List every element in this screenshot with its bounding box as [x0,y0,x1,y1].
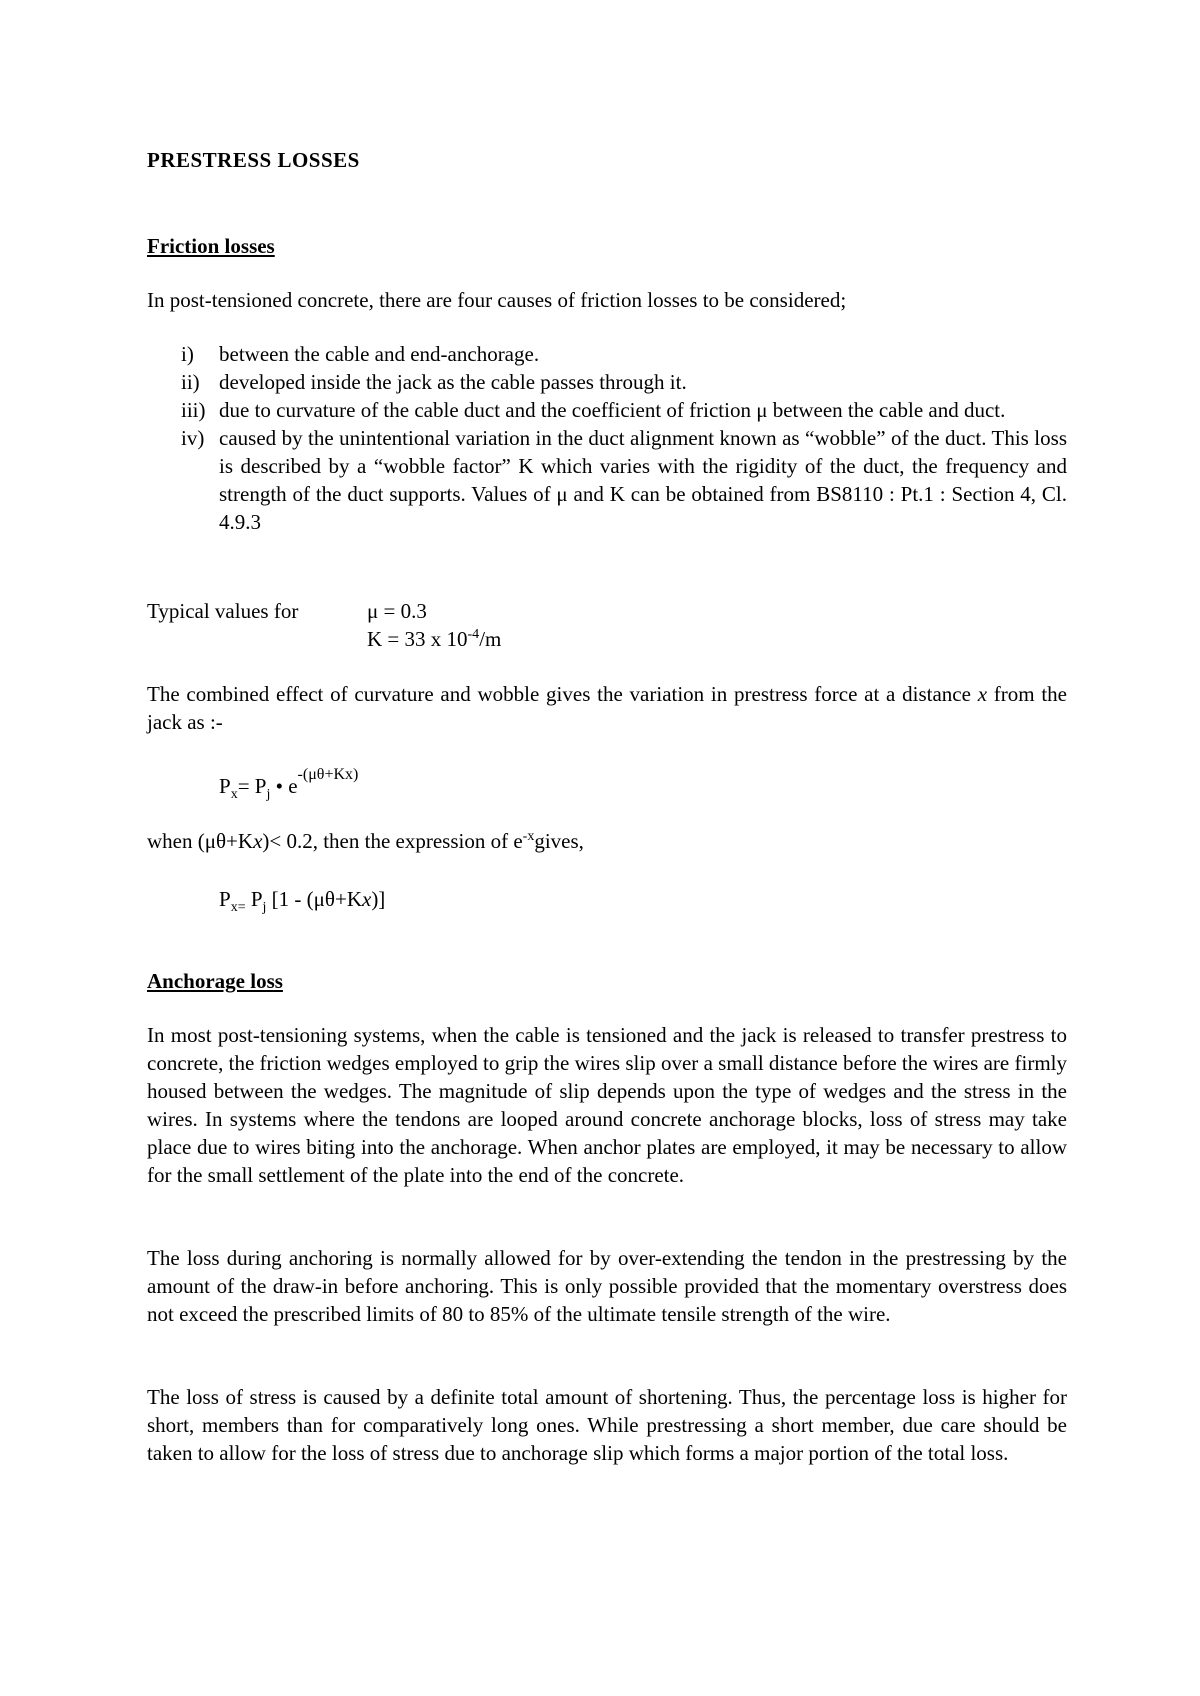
list-item-text: caused by the unintentional variation in the duct alignment known as “wobble” of the duct. This loss is described by a “wobble factor” K which varies with the rigidity of the duct, the frequency and strength of the duct supports. Values of μ and K can be obtained from BS8110 : Pt.1 : Section 4, Cl. 4.9.3 [219,426,1067,534]
list-item [147,368,1067,396]
friction-causes-list [147,340,1067,536]
mu-value: μ = 0.3 [367,599,427,623]
anchorage-loss-heading: Anchorage loss [147,969,283,993]
list-item [147,424,1067,536]
list-item-number: iii) [181,398,206,422]
friction-losses-heading: Friction losses [147,234,275,258]
k-base: K = 33 x 10 [367,627,468,651]
list-item-text: due to curvature of the cable duct and the coefficient of friction μ between the cable and duct. [219,398,1006,422]
k-value [367,625,501,653]
friction-intro: In post-tensioned concrete, there are four causes of friction losses to be considered; [147,288,847,312]
list-item-text: developed inside the jack as the cable passes through it. [219,370,687,394]
combined-effect-text: The combined effect of curvature and wobble gives the variation in prestress force at a distance x from the jack as :- [147,682,1067,734]
anchorage-paragraph-1: In most post-tensioning systems, when the cable is tensioned and the jack is released to transfer prestress to concrete, the friction wedges employed to grip the wires slip over a small distance before the wires are firmly housed between the wedges. The magnitude of slip depends upon the type of wedges and the stress in the wires. In systems where the tendons are looped around concrete anchorage blocks, loss of stress may take place due to wires biting into the anchorage. When anchor plates are employed, it may be necessary to allow for the small settlement of the plate into the end of the concrete. [147,1023,1067,1187]
anchorage-paragraph-3: The loss of stress is caused by a definite total amount of shortening. Thus, the percentage loss is higher for short, members than for comparatively long ones. While prestressing a short member, due care should be taken to allow for the loss of stress due to anchorage slip which forms a major portion of the total loss. [147,1385,1067,1465]
list-item-number: i) [181,342,194,366]
list-item [147,396,1067,424]
approximation-condition: when (μθ+Kx)< 0.2, then the expression of $e^{-x}gives$, [147,829,584,853]
anchorage-paragraph-2: The loss during anchoring is normally allowed for by over-extending the tendon in the prestressing by the amount of the draw-in before anchoring. This is only possible provided that the momentary overstress does not exceed the prescribed limits of 80 to 85% of the ultimate tensile strength of the wire. [147,1246,1067,1326]
list-item [147,340,1067,368]
typical-values-label: Typical values for [147,599,299,623]
approximate-equation: $P_{x=}$ $P_j$ [1 - (μθ+Kx)] [219,887,386,916]
page-title: PRESTRESS LOSSES [147,148,360,172]
friction-equation: $P_x= P_j$ • $e^{-(\mu\theta+Kx)}$ [219,766,359,803]
list-item-number: iv) [181,426,205,450]
list-item-number: ii) [181,370,200,394]
k-unit: /m [479,627,502,651]
k-exponent: -4 [467,627,480,642]
list-item-text: between the cable and end-anchorage. [219,342,540,366]
